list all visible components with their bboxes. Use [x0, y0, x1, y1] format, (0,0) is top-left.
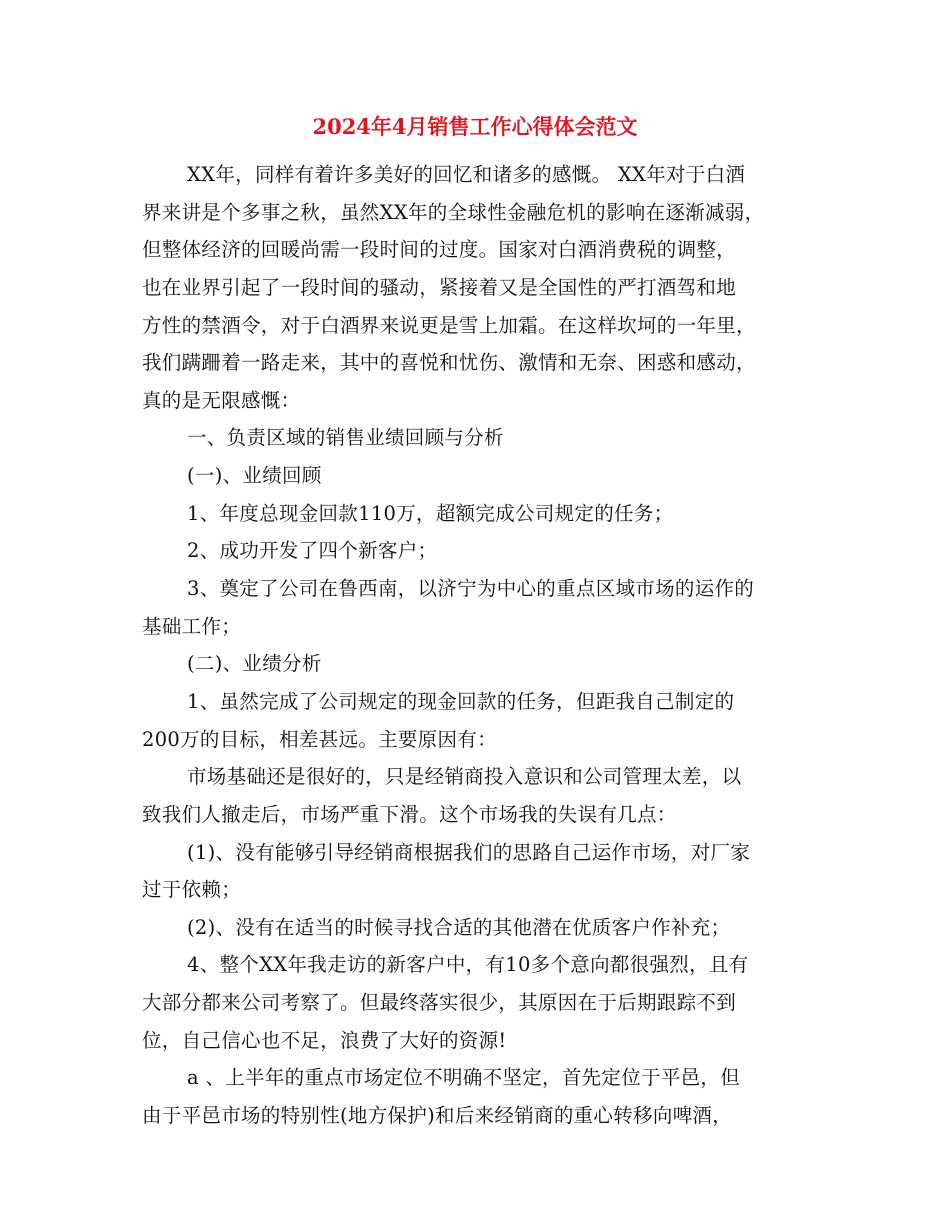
- list-item-continuation: 200万的目标，相差甚远。主要原因有：: [142, 727, 497, 751]
- paragraph-line: 真的是无限感慨：: [142, 388, 301, 412]
- list-item: 4、整个XX年我走访的新客户中，有10多个意向都很强烈，且有: [187, 953, 749, 977]
- list-item: 2、成功开发了四个新客户；: [187, 539, 438, 563]
- paragraph-line: 方性的禁酒令，对于白酒界来说更是雪上加霜。在这样坎坷的一年里，: [142, 313, 756, 337]
- subsection-heading: (一)、业绩回顾: [187, 464, 322, 488]
- list-item-continuation: 由于平邑市场的特别性(地方保护)和后来经销商的重心转移向啤酒，: [142, 1104, 733, 1128]
- paragraph-line: 也在业界引起了一段时间的骚动，紧接着又是全国性的严打酒驾和地: [142, 275, 737, 299]
- list-item-continuation: 过于依赖；: [142, 878, 242, 902]
- list-item: a 、上半年的重点市场定位不明确不坚定，首先定位于平邑，但: [187, 1066, 741, 1090]
- paragraph-line: XX年，同样有着许多美好的回忆和诸多的感慨。 XX年对于白酒: [187, 163, 746, 186]
- paragraph-line: 致我们人撤走后，市场严重下滑。这个市场我的失误有几点：: [142, 802, 677, 826]
- document-title: 2024年4月销售工作心得体会范文: [312, 114, 638, 139]
- paragraph-line: 我们蹒跚着一路走来，其中的喜悦和忧伤、激情和无奈、困惑和感动，: [142, 351, 756, 375]
- list-item: 1、虽然完成了公司规定的现金回款的任务，但距我自己制定的: [187, 689, 735, 713]
- paragraph-line: 市场基础还是很好的，只是经销商投入意识和公司管理太差，以: [187, 765, 742, 789]
- paragraph-line: 但整体经济的回暖尚需一段时间的过度。国家对白酒消费税的调整，: [142, 238, 737, 262]
- list-item: 1、年度总现金回款110万，超额完成公司规定的任务；: [187, 501, 674, 525]
- document-body: [142, 156, 822, 1135]
- paragraph-line: 界来讲是个多事之秋，虽然XX年的全球性金融危机的影响在逐渐减弱，: [142, 200, 765, 224]
- subsection-heading: (二)、业绩分析: [187, 652, 322, 676]
- section-heading: 一、负责区域的销售业绩回顾与分析: [187, 426, 504, 450]
- list-item-continuation: 位，自己信心也不足，浪费了大好的资源!: [142, 1028, 507, 1052]
- list-item-continuation: 大部分都来公司考察了。但最终落实很少，其原因在于后期跟踪不到: [142, 991, 737, 1015]
- list-item-continuation: 基础工作；: [142, 614, 242, 638]
- list-item: (1)、没有能够引导经销商根据我们的思路自己运作市场，对厂家: [187, 840, 751, 864]
- list-item: (2)、没有在适当的时候寻找合适的其他潜在优质客户作补充；: [187, 915, 731, 939]
- list-item: 3、奠定了公司在鲁西南，以济宁为中心的重点区域市场的运作的: [187, 577, 755, 601]
